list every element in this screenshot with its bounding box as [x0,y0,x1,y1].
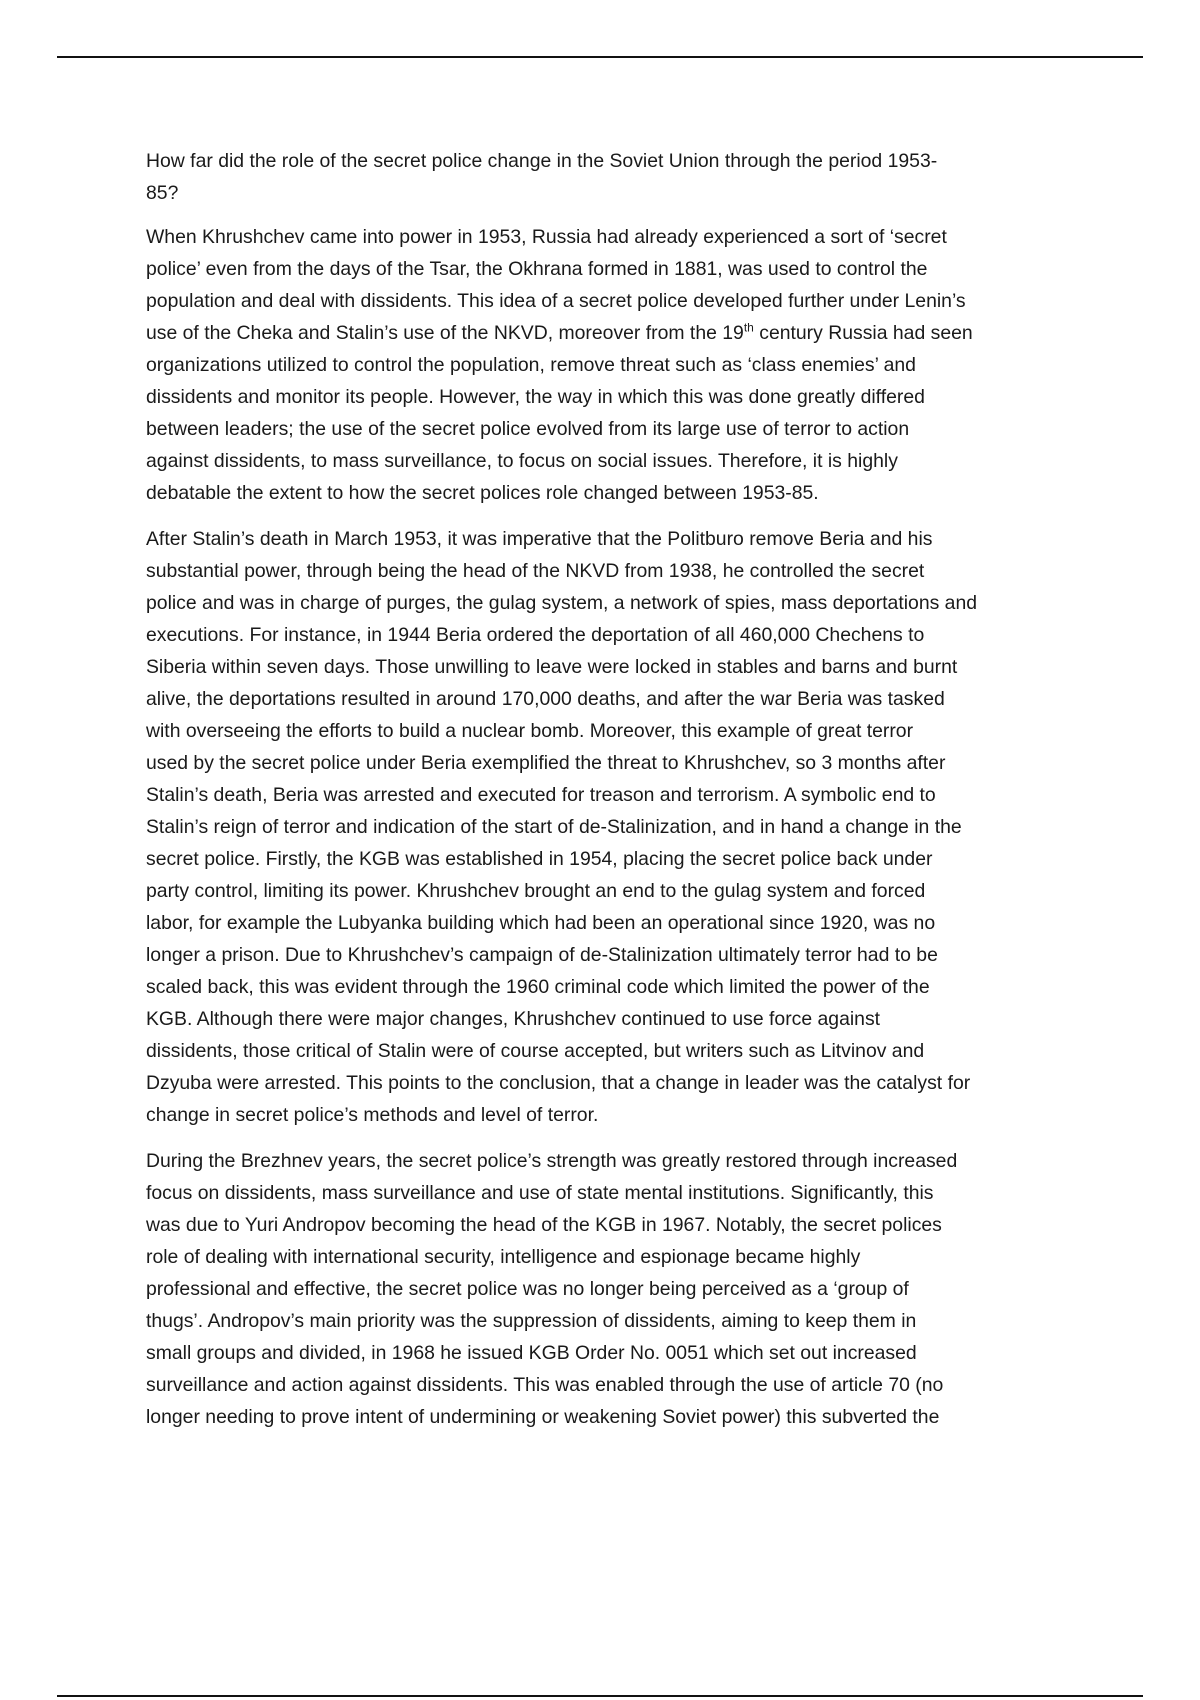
ordinal-superscript: th [743,320,754,335]
paragraph-brezhnev: During the Brezhnev years, the secret police’s strength was greatly restored through increased focus on dissidents, mass surveillance and use of state mental institutions. Significantly, this was due to Yuri Andropov becoming the head of the KGB in 1967. Notably, the secret polices role of dealing with international security, intelligence and espionage became highly professional and effective, the secret police was no longer being perceived as a ‘group of thugs’. Andropov’s main priority was the suppression of dissidents, aiming to keep them in small groups and divided, in 1968 he issued KGB Order No. 0051 which set out increased surveillance and action against dissidents. This was enabled through the use of article 70 (no longer needing to prove intent of undermining or weakening Soviet power) this subverted the [146,1150,958,1428]
essay-question: How far did the role of the secret police change in the Soviet Union through the period 1953- 85? [146,150,938,204]
paragraph-introduction-part-2: century Russia had seen organizations utilized to control the population, remove threat such as ‘class enemies’ and dissidents and monitor its people. However, the way in which this was done greatly differed between leaders; the use of the secret police evolved from its large use of terror to action against dissidents, to mass surveillance, to focus on social issues. Therefore, it is highly debatable the extent to how the secret polices role changed between 1953-85. [146,322,973,504]
footer-rule [57,1695,1143,1697]
paragraph-khrushchev: After Stalin’s death in March 1953, it was imperative that the Politburo remove Beria and his substantial power, through being the head of the NKVD from 1938, he controlled the secret police and was in charge of purges, the gulag system, a network of spies, mass deportations and executions. For instance, in 1944 Beria ordered the deportation of all 460,000 Chechens to Siberia within seven days. Those unwilling to leave were locked in stables and barns and burnt alive, the deportations resulted in around 170,000 deaths, and after the war Beria was tasked with overseeing the efforts to build a nuclear bomb. Moreover, this example of great terror used by the secret police under Beria exemplified the threat to Khrushchev, so 3 months after Stalin’s death, Beria was arrested and executed for treason and terrorism. A symbolic end to Stalin’s reign of terror and indication of the start of de-Stalinization, and in hand a change in the secret police. Firstly, the KGB was established in 1954, placing the secret police back under party control, limiting its power. Khrushchev brought an end to the gulag system and forced labor, for example the Lubyanka building which had been an operational since 1920, was no longer a prison. Due to Khrushchev’s campaign of de-Stalinization ultimately terror had to be scaled back, this was evident through the 1960 criminal code which limited the power of the KGB. Although there were major changes, Khrushchev continued to use force against dissidents, those critical of Stalin were of course accepted, but writers such as Litvinov and Dzyuba were arrested. This points to the conclusion, that a change in leader was the catalyst for change in secret police’s methods and level of terror. [146,528,978,1126]
paragraph-introduction [146,221,1086,509]
document-body [146,145,1086,1447]
paragraph-introduction-part-1: When Khrushchev came into power in 1953, Russia had already experienced a sort of ‘secret police’ even from the days of the Tsar, the Okhrana formed in 1881, was used to control the population and deal with dissidents. This idea of a secret police developed further under Lenin’s use of the Cheka and Stalin’s use of the NKVD, moreover from the 19 [146,226,966,344]
header-rule [57,56,1143,58]
